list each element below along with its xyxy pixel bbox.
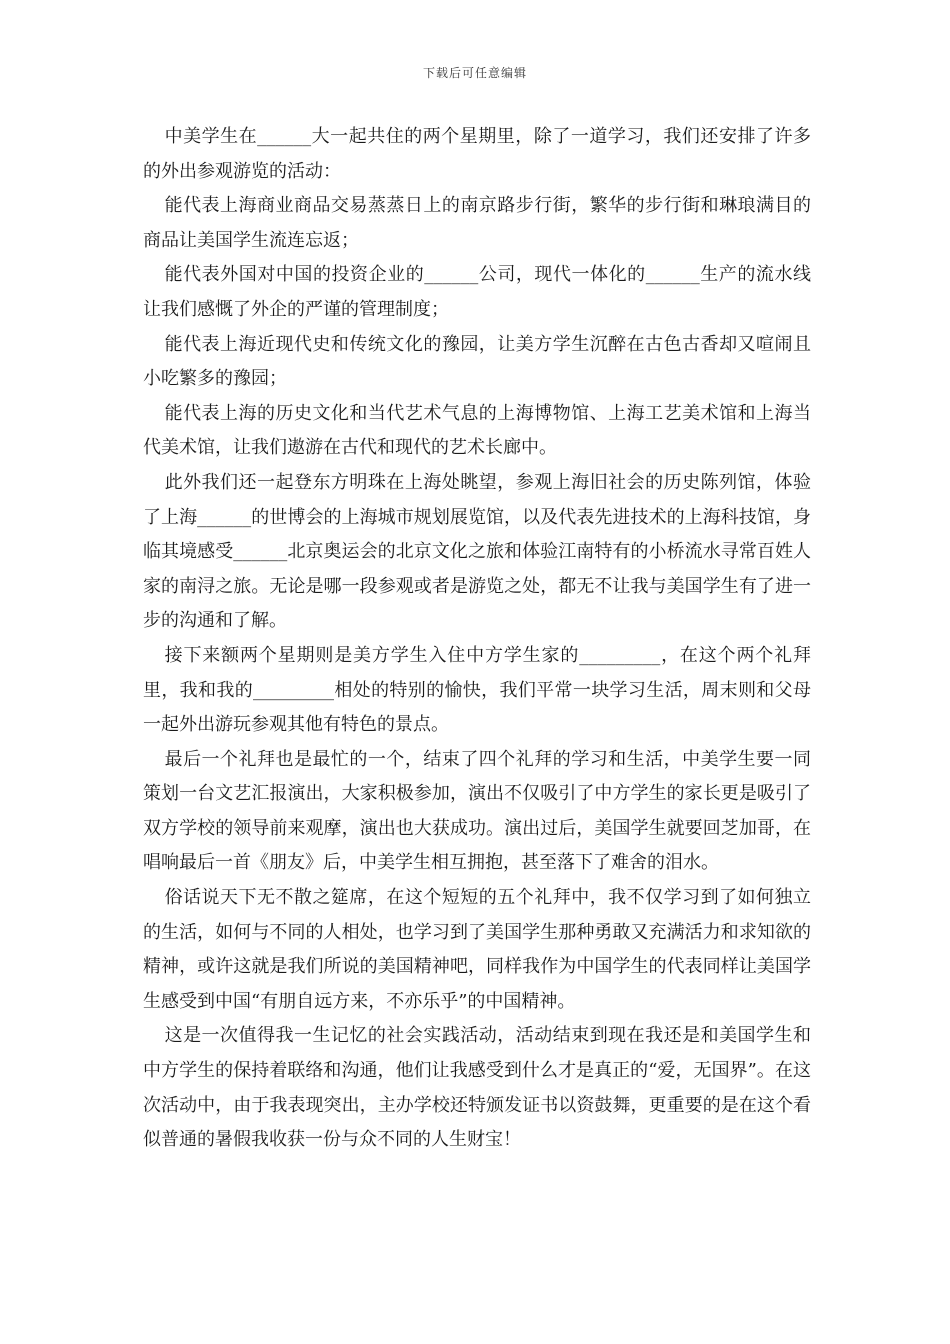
paragraph-6: 此外我们还一起登东方明珠在上海处眺望，参观上海旧社会的历史陈列馆，体验了上海______的世博会的上海城市规划展览馆，以及代表先进技术的上海科技馆，身临其境感受______北京奥运会的北京文化之旅和体验江南特有的小桥流水寻常百姓人家的南浔之旅。无论是哪一段参观或者是游览之处，都无不让我与美国学生有了进一步的沟通和了解。 bbox=[143, 471, 811, 632]
paragraph-7: 接下来额两个星期则是美方学生入住中方学生家的_________，在这个两个礼拜里，我和我的_________相处的特别的愉快，我们平常一块学习生活，周末则和父母一起外出游玩参观其他有特色的景点。 bbox=[143, 644, 811, 736]
paragraph-4: 能代表上海近现代史和传统文化的豫园，让美方学生沉醉在古色古香却又喧闹且小吃繁多的豫园； bbox=[143, 333, 811, 390]
paragraph-10: 这是一次值得我一生记忆的社会实践活动，活动结束到现在我还是和美国学生和中方学生的保持着联络和沟通，他们让我感受到什么才是真正的“爱，无国界”。在这次活动中，由于我表现突出，主办学校还特颁发证书以资鼓舞，更重要的是在这个看似普通的暑假我收获一份与众不同的人生财宝！ bbox=[143, 1025, 811, 1151]
document-body bbox=[143, 120, 811, 1158]
page-header: 下载后可任意编辑 bbox=[422, 66, 527, 80]
paragraph-1: 中美学生在______大一起共住的两个星期里，除了一道学习，我们还安排了许多的外出参观游览的活动： bbox=[143, 126, 811, 182]
paragraph-3: 能代表外国对中国的投资企业的______公司，现代一体化的______生产的流水线让我们感慨了外企的严谨的管理制度； bbox=[143, 264, 811, 320]
paragraph-5: 能代表上海的历史文化和当代艺术气息的上海博物馆、上海工艺美术馆和上海当代美术馆，让我们遨游在古代和现代的艺术长廊中。 bbox=[143, 402, 811, 459]
paragraph-2: 能代表上海商业商品交易蒸蒸日上的南京路步行街，繁华的步行街和琳琅满目的商品让美国学生流连忘返； bbox=[143, 195, 811, 251]
paragraph-9: 俗话说天下无不散之筵席，在这个短短的五个礼拜中，我不仅学习到了如何独立的生活，如何与不同的人相处，也学习到了美国学生那种勇敢又充满活力和求知欲的精神，或许这就是我们所说的美国精神吧，同样我作为中国学生的代表同样让美国学生感受到中国“有朋自远方来，不亦乐乎”的中国精神。 bbox=[143, 887, 811, 1012]
paragraph-8: 最后一个礼拜也是最忙的一个，结束了四个礼拜的学习和生活，中美学生要一同策划一台文艺汇报演出，大家积极参加，演出不仅吸引了中方学生的家长更是吸引了双方学校的领导前来观摩，演出也大获成功。演出过后，美国学生就要回芝加哥，在唱响最后一首《朋友》后，中美学生相互拥抱，甚至落下了难舍的泪水。 bbox=[143, 748, 811, 874]
